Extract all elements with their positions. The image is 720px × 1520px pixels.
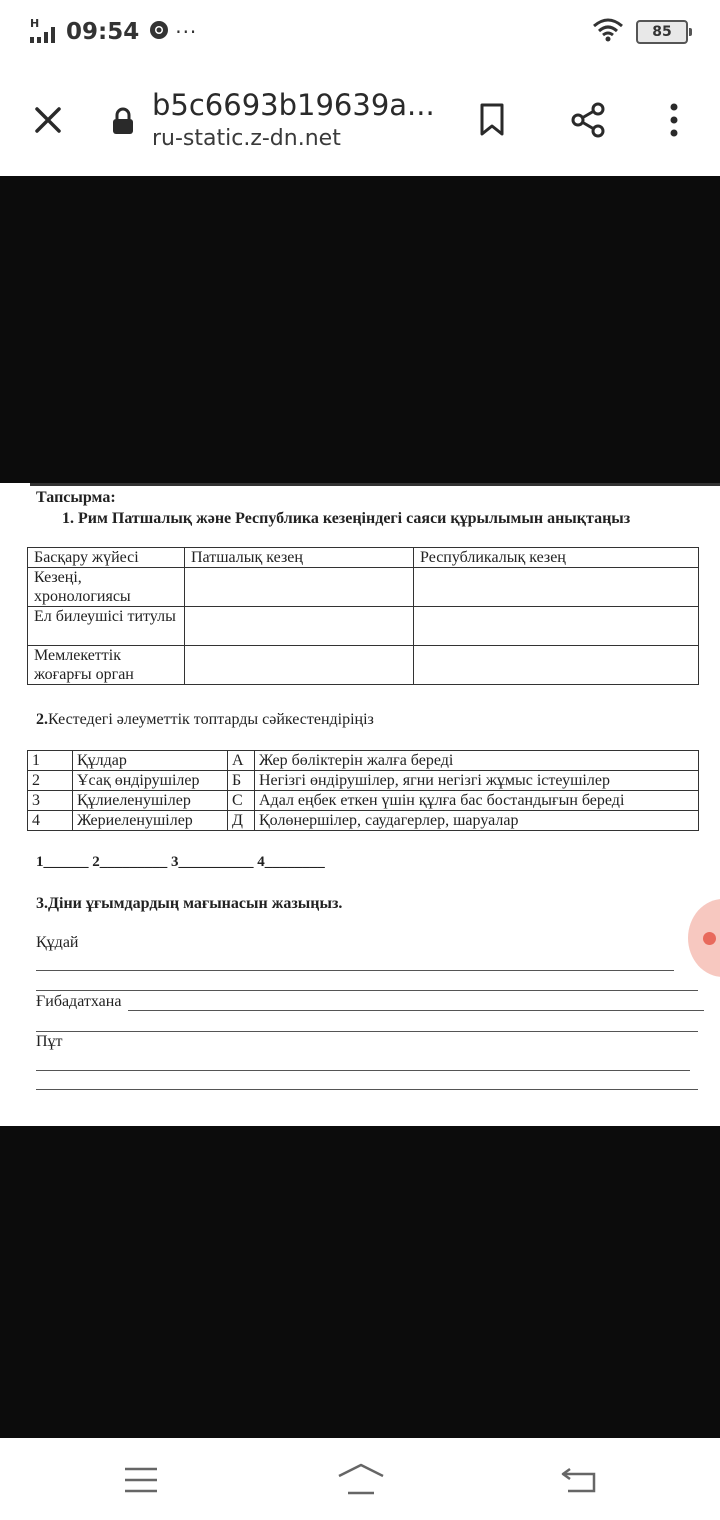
chrome-icon bbox=[149, 20, 169, 45]
table-cell bbox=[185, 646, 414, 685]
table-cell: А bbox=[228, 751, 255, 771]
table-cell: Кезеңі, хронологиясы bbox=[28, 568, 185, 607]
table-cell: Б bbox=[228, 771, 255, 791]
table-cell: 4 bbox=[28, 811, 73, 831]
table-cell: Негізгі өндірушілер, ягни негізгі жұмыс істеушілер bbox=[255, 771, 699, 791]
table-cell: Д bbox=[228, 811, 255, 831]
answer-line bbox=[36, 990, 698, 991]
more-notifications-icon: ··· bbox=[175, 20, 198, 44]
political-structure-table bbox=[27, 547, 699, 685]
table-cell bbox=[414, 646, 699, 685]
page-title: b5c6693b19639a... bbox=[152, 88, 435, 122]
network-type: H bbox=[30, 17, 40, 30]
wifi-icon bbox=[592, 18, 624, 47]
status-bar bbox=[0, 0, 720, 64]
lock-icon[interactable] bbox=[108, 104, 138, 138]
table-cell: Жериеленушілер bbox=[73, 811, 228, 831]
question-1: 1. Рим Патшалық және Республика кезеңіндегі саяси құрылымын анықтаңыз bbox=[62, 510, 631, 527]
table-cell: 1 bbox=[28, 751, 73, 771]
table-cell bbox=[414, 607, 699, 646]
question-2-number: 2. bbox=[36, 711, 48, 728]
answer-blanks: 1______ 2_________ 3__________ 4________ bbox=[36, 854, 325, 870]
answer-line bbox=[128, 1010, 704, 1011]
table-cell: 2 bbox=[28, 771, 73, 791]
more-options-icon[interactable] bbox=[656, 100, 692, 140]
table-cell: Ұсақ өндірушілер bbox=[73, 771, 228, 791]
recent-apps-icon[interactable] bbox=[118, 1460, 164, 1500]
table-cell: С bbox=[228, 791, 255, 811]
table-cell: Ел билеушісі титулы bbox=[28, 607, 185, 646]
answer-line bbox=[36, 1031, 698, 1032]
task-label: Тапсырма: bbox=[36, 489, 116, 506]
cut-line bbox=[30, 483, 720, 486]
table-cell bbox=[414, 568, 699, 607]
handle-dot bbox=[703, 932, 716, 945]
table-header: Патшалық кезең bbox=[185, 548, 414, 568]
image-black-area-bottom bbox=[0, 1126, 720, 1438]
table-cell bbox=[185, 568, 414, 607]
question-3: 3.Діни ұғымдардың мағынасын жазыңыз. bbox=[36, 895, 343, 912]
table-header: Республикалық кезең bbox=[414, 548, 699, 568]
bookmark-icon[interactable] bbox=[472, 100, 512, 140]
question-2 bbox=[36, 711, 374, 729]
table-cell: Қолөнершілер, саудагерлер, шаруалар bbox=[255, 811, 699, 831]
image-black-area-top bbox=[0, 176, 720, 483]
back-icon[interactable] bbox=[556, 1460, 602, 1500]
table-cell: Жер бөліктерін жалға береді bbox=[255, 751, 699, 771]
social-groups-table bbox=[27, 750, 699, 831]
url-area[interactable] bbox=[152, 88, 442, 151]
answer-line bbox=[36, 1089, 698, 1090]
share-icon[interactable] bbox=[566, 98, 610, 142]
question-2-text: Кестедегі әлеуметтік топтарды сәйкестендіріңіз bbox=[48, 711, 374, 728]
battery-icon: 85 bbox=[636, 20, 688, 44]
term-label: Пұт bbox=[36, 1033, 63, 1050]
close-icon[interactable] bbox=[28, 100, 68, 140]
answer-line bbox=[36, 1070, 690, 1071]
table-cell: Құлиеленушілер bbox=[73, 791, 228, 811]
home-icon[interactable] bbox=[334, 1458, 388, 1500]
term-label: Ғибадатхана bbox=[36, 993, 122, 1010]
table-cell: Адал еңбек еткен үшін құлға бас бостандығын береді bbox=[255, 791, 699, 811]
system-navigation-bar bbox=[0, 1438, 720, 1520]
table-cell: Құлдар bbox=[73, 751, 228, 771]
table-cell bbox=[185, 607, 414, 646]
page-host: ru-static.z-dn.net bbox=[152, 126, 341, 151]
browser-toolbar bbox=[0, 64, 720, 176]
table-cell: Мемлекеттік жоғарғы орган bbox=[28, 646, 185, 685]
answer-line bbox=[36, 970, 674, 971]
worksheet-image bbox=[0, 483, 720, 1126]
term-label: Құдай bbox=[36, 934, 79, 951]
status-time: 09:54 bbox=[66, 19, 140, 45]
cellular-signal-icon bbox=[30, 17, 64, 47]
table-cell: 3 bbox=[28, 791, 73, 811]
table-header: Басқару жүйесі bbox=[28, 548, 185, 568]
